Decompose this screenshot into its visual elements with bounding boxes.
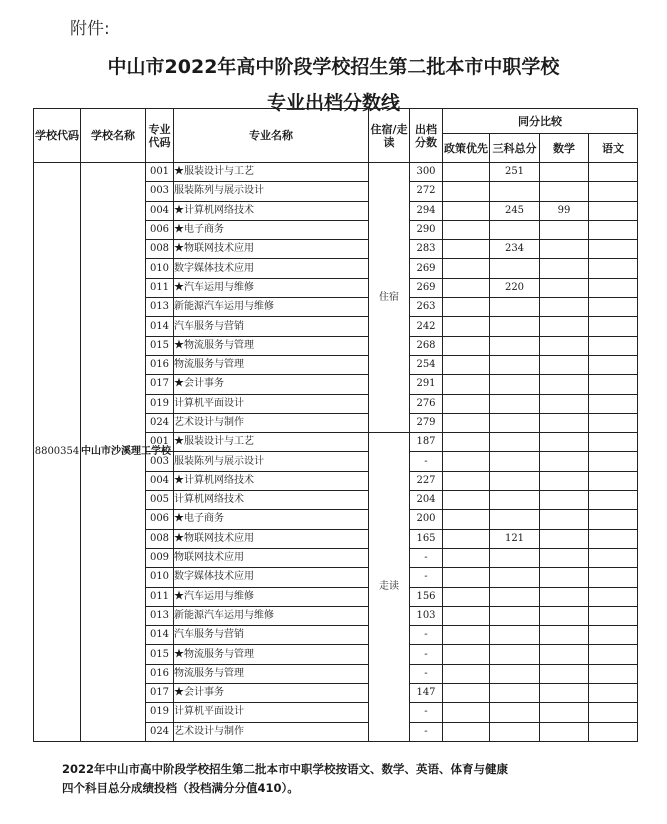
major-name-cell: ★计算机网络技术 xyxy=(174,201,369,220)
chinese-cell xyxy=(589,606,638,625)
major-name-cell: 计算机平面设计 xyxy=(174,394,369,413)
math-cell xyxy=(540,722,589,741)
school-name-cell: 中山市沙溪理工学校 xyxy=(81,163,146,742)
math-cell xyxy=(540,433,589,452)
three-subject-total-cell: 220 xyxy=(490,278,540,297)
three-subject-total-cell xyxy=(490,703,540,722)
math-cell xyxy=(540,317,589,336)
score-cell: - xyxy=(410,626,443,645)
score-cell: - xyxy=(410,452,443,471)
policy-priority-cell xyxy=(443,645,490,664)
three-subject-total-cell xyxy=(490,220,540,239)
policy-priority-cell xyxy=(443,220,490,239)
policy-priority-cell xyxy=(443,548,490,567)
three-subject-total-cell: 251 xyxy=(490,163,540,182)
three-subject-total-cell xyxy=(490,452,540,471)
math-cell xyxy=(540,413,589,432)
chinese-cell xyxy=(589,220,638,239)
chinese-cell xyxy=(589,163,638,182)
policy-priority-cell xyxy=(443,336,490,355)
math-cell xyxy=(540,626,589,645)
three-subject-total-cell xyxy=(490,626,540,645)
major-name-cell: ★物流服务与管理 xyxy=(174,645,369,664)
footnote xyxy=(62,760,622,798)
math-cell xyxy=(540,182,589,201)
header-math: 数学 xyxy=(540,134,589,163)
major-name-cell: 计算机平面设计 xyxy=(174,703,369,722)
footnote-line-2: 四个科目总分成绩投档（投档满分分值410）。 xyxy=(62,781,299,795)
score-cell: 187 xyxy=(410,433,443,452)
score-cell: 254 xyxy=(410,355,443,374)
major-code-cell: 024 xyxy=(146,413,174,432)
major-code-cell: 011 xyxy=(146,587,174,606)
score-cell: 156 xyxy=(410,587,443,606)
math-cell xyxy=(540,394,589,413)
board-type-cell: 走读 xyxy=(369,433,410,742)
three-subject-total-cell xyxy=(490,471,540,490)
policy-priority-cell xyxy=(443,471,490,490)
major-name-cell: 物流服务与管理 xyxy=(174,664,369,683)
header-school-code: 学校代码 xyxy=(34,109,81,163)
major-name-cell: ★会计事务 xyxy=(174,684,369,703)
major-code-cell: 013 xyxy=(146,298,174,317)
major-name-cell: 服装陈列与展示设计 xyxy=(174,182,369,201)
major-code-cell: 017 xyxy=(146,684,174,703)
policy-priority-cell xyxy=(443,587,490,606)
major-name-cell: 数字媒体技术应用 xyxy=(174,568,369,587)
chinese-cell xyxy=(589,587,638,606)
major-name-cell: 新能源汽车运用与维修 xyxy=(174,606,369,625)
page-subtitle: 专业出档分数线 xyxy=(266,92,400,114)
policy-priority-cell xyxy=(443,182,490,201)
chinese-cell xyxy=(589,703,638,722)
major-name-cell: ★物联网技术应用 xyxy=(174,529,369,548)
policy-priority-cell xyxy=(443,278,490,297)
math-cell xyxy=(540,355,589,374)
major-name-cell: ★电子商务 xyxy=(174,220,369,239)
major-code-cell: 016 xyxy=(146,355,174,374)
three-subject-total-cell xyxy=(490,394,540,413)
chinese-cell xyxy=(589,182,638,201)
major-code-cell: 010 xyxy=(146,568,174,587)
score-cell: 269 xyxy=(410,259,443,278)
major-name-cell: ★电子商务 xyxy=(174,510,369,529)
policy-priority-cell xyxy=(443,452,490,471)
math-cell xyxy=(540,278,589,297)
major-name-cell: 汽车服务与营销 xyxy=(174,626,369,645)
math-cell xyxy=(540,703,589,722)
header-board-type: 住宿/走读 xyxy=(369,109,410,163)
policy-priority-cell xyxy=(443,163,490,182)
major-name-cell: ★服装设计与工艺 xyxy=(174,163,369,182)
policy-priority-cell xyxy=(443,626,490,645)
three-subject-total-cell: 234 xyxy=(490,240,540,259)
major-code-cell: 004 xyxy=(146,471,174,490)
math-cell xyxy=(540,298,589,317)
policy-priority-cell xyxy=(443,433,490,452)
policy-priority-cell xyxy=(443,240,490,259)
major-code-cell: 015 xyxy=(146,336,174,355)
chinese-cell xyxy=(589,491,638,510)
math-cell xyxy=(540,240,589,259)
three-subject-total-cell xyxy=(490,298,540,317)
chinese-cell xyxy=(589,317,638,336)
chinese-cell xyxy=(589,201,638,220)
major-code-cell: 013 xyxy=(146,606,174,625)
chinese-cell xyxy=(589,375,638,394)
policy-priority-cell xyxy=(443,201,490,220)
chinese-cell xyxy=(589,355,638,374)
policy-priority-cell xyxy=(443,568,490,587)
score-cell: 200 xyxy=(410,510,443,529)
footnote-line-1: 2022年中山市高中阶段学校招生第二批本市中职学校按语文、数学、英语、体育与健康 xyxy=(62,762,509,776)
three-subject-total-cell xyxy=(490,491,540,510)
score-cell: 283 xyxy=(410,240,443,259)
table-row xyxy=(34,163,638,182)
score-cell: - xyxy=(410,664,443,683)
policy-priority-cell xyxy=(443,703,490,722)
math-cell xyxy=(540,664,589,683)
three-subject-total-cell xyxy=(490,606,540,625)
chinese-cell xyxy=(589,529,638,548)
chinese-cell xyxy=(589,664,638,683)
major-name-cell: 艺术设计与制作 xyxy=(174,413,369,432)
score-cell: - xyxy=(410,548,443,567)
major-code-cell: 015 xyxy=(146,645,174,664)
score-cell: 300 xyxy=(410,163,443,182)
score-table-body xyxy=(34,163,638,742)
major-code-cell: 001 xyxy=(146,163,174,182)
major-code-cell: 016 xyxy=(146,664,174,683)
chinese-cell xyxy=(589,722,638,741)
math-cell xyxy=(540,220,589,239)
chinese-cell xyxy=(589,548,638,567)
major-code-cell: 006 xyxy=(146,510,174,529)
three-subject-total-cell xyxy=(490,375,540,394)
score-cell: 294 xyxy=(410,201,443,220)
policy-priority-cell xyxy=(443,394,490,413)
major-name-cell: 物联网技术应用 xyxy=(174,548,369,567)
score-cell: 263 xyxy=(410,298,443,317)
major-code-cell: 024 xyxy=(146,722,174,741)
major-code-cell: 014 xyxy=(146,626,174,645)
chinese-cell xyxy=(589,626,638,645)
math-cell: 99 xyxy=(540,201,589,220)
chinese-cell xyxy=(589,471,638,490)
score-cell: 103 xyxy=(410,606,443,625)
policy-priority-cell xyxy=(443,606,490,625)
math-cell xyxy=(540,510,589,529)
policy-priority-cell xyxy=(443,355,490,374)
header-tiebreak: 同分比较 xyxy=(443,109,638,134)
major-code-cell: 011 xyxy=(146,278,174,297)
major-code-cell: 017 xyxy=(146,375,174,394)
three-subject-total-cell xyxy=(490,182,540,201)
chinese-cell xyxy=(589,452,638,471)
math-cell xyxy=(540,645,589,664)
page-title: 中山市2022年高中阶段学校招生第二批本市中职学校 xyxy=(107,56,560,78)
major-code-cell: 019 xyxy=(146,394,174,413)
policy-priority-cell xyxy=(443,375,490,394)
policy-priority-cell xyxy=(443,722,490,741)
major-name-cell: 数字媒体技术应用 xyxy=(174,259,369,278)
policy-priority-cell xyxy=(443,491,490,510)
major-name-cell: 物流服务与管理 xyxy=(174,355,369,374)
chinese-cell xyxy=(589,336,638,355)
policy-priority-cell xyxy=(443,529,490,548)
score-cell: 279 xyxy=(410,413,443,432)
school-code-cell: 8800354 xyxy=(34,163,81,742)
major-code-cell: 019 xyxy=(146,703,174,722)
score-cell: - xyxy=(410,722,443,741)
score-cell: 272 xyxy=(410,182,443,201)
chinese-cell xyxy=(589,394,638,413)
major-code-cell: 003 xyxy=(146,452,174,471)
policy-priority-cell xyxy=(443,298,490,317)
chinese-cell xyxy=(589,259,638,278)
math-cell xyxy=(540,471,589,490)
major-code-cell: 006 xyxy=(146,220,174,239)
three-subject-total-cell xyxy=(490,548,540,567)
three-subject-total-cell xyxy=(490,336,540,355)
header-three-subject-total: 三科总分 xyxy=(490,134,540,163)
major-name-cell: 计算机网络技术 xyxy=(174,491,369,510)
math-cell xyxy=(540,491,589,510)
three-subject-total-cell xyxy=(490,259,540,278)
math-cell xyxy=(540,375,589,394)
chinese-cell xyxy=(589,433,638,452)
score-table xyxy=(33,108,638,742)
chinese-cell xyxy=(589,568,638,587)
score-cell: 269 xyxy=(410,278,443,297)
attachment-label: 附件: xyxy=(70,19,110,39)
board-type-cell: 住宿 xyxy=(369,163,410,433)
policy-priority-cell xyxy=(443,259,490,278)
major-code-cell: 008 xyxy=(146,529,174,548)
major-name-cell: ★计算机网络技术 xyxy=(174,471,369,490)
policy-priority-cell xyxy=(443,413,490,432)
three-subject-total-cell xyxy=(490,317,540,336)
header-score: 出档分数 xyxy=(410,109,443,163)
major-code-cell: 014 xyxy=(146,317,174,336)
three-subject-total-cell xyxy=(490,684,540,703)
header-chinese: 语文 xyxy=(589,134,638,163)
major-code-cell: 004 xyxy=(146,201,174,220)
major-code-cell: 001 xyxy=(146,433,174,452)
chinese-cell xyxy=(589,240,638,259)
major-name-cell: ★服装设计与工艺 xyxy=(174,433,369,452)
score-cell: 147 xyxy=(410,684,443,703)
three-subject-total-cell xyxy=(490,722,540,741)
three-subject-total-cell xyxy=(490,645,540,664)
header-school-name: 学校名称 xyxy=(81,109,146,163)
chinese-cell xyxy=(589,278,638,297)
math-cell xyxy=(540,606,589,625)
score-cell: 290 xyxy=(410,220,443,239)
math-cell xyxy=(540,587,589,606)
math-cell xyxy=(540,336,589,355)
major-code-cell: 009 xyxy=(146,548,174,567)
major-code-cell: 010 xyxy=(146,259,174,278)
math-cell xyxy=(540,684,589,703)
major-name-cell: ★汽车运用与维修 xyxy=(174,587,369,606)
math-cell xyxy=(540,259,589,278)
score-cell: 268 xyxy=(410,336,443,355)
major-code-cell: 003 xyxy=(146,182,174,201)
major-name-cell: 新能源汽车运用与维修 xyxy=(174,298,369,317)
header-policy-priority: 政策优先 xyxy=(443,134,490,163)
major-name-cell: ★汽车运用与维修 xyxy=(174,278,369,297)
three-subject-total-cell: 121 xyxy=(490,529,540,548)
three-subject-total-cell xyxy=(490,587,540,606)
score-cell: - xyxy=(410,568,443,587)
math-cell xyxy=(540,548,589,567)
policy-priority-cell xyxy=(443,317,490,336)
three-subject-total-cell xyxy=(490,568,540,587)
math-cell xyxy=(540,163,589,182)
chinese-cell xyxy=(589,684,638,703)
major-name-cell: 艺术设计与制作 xyxy=(174,722,369,741)
chinese-cell xyxy=(589,645,638,664)
score-cell: 242 xyxy=(410,317,443,336)
policy-priority-cell xyxy=(443,664,490,683)
math-cell xyxy=(540,568,589,587)
major-code-cell: 005 xyxy=(146,491,174,510)
score-cell: 204 xyxy=(410,491,443,510)
policy-priority-cell xyxy=(443,510,490,529)
three-subject-total-cell xyxy=(490,510,540,529)
major-name-cell: ★物联网技术应用 xyxy=(174,240,369,259)
three-subject-total-cell: 245 xyxy=(490,201,540,220)
three-subject-total-cell xyxy=(490,355,540,374)
score-cell: 276 xyxy=(410,394,443,413)
chinese-cell xyxy=(589,510,638,529)
major-name-cell: ★会计事务 xyxy=(174,375,369,394)
score-cell: 291 xyxy=(410,375,443,394)
math-cell xyxy=(540,452,589,471)
chinese-cell xyxy=(589,298,638,317)
score-cell: - xyxy=(410,645,443,664)
math-cell xyxy=(540,529,589,548)
major-name-cell: 服装陈列与展示设计 xyxy=(174,452,369,471)
major-name-cell: ★物流服务与管理 xyxy=(174,336,369,355)
major-code-cell: 008 xyxy=(146,240,174,259)
three-subject-total-cell xyxy=(490,413,540,432)
policy-priority-cell xyxy=(443,684,490,703)
three-subject-total-cell xyxy=(490,433,540,452)
score-cell: 165 xyxy=(410,529,443,548)
header-major-code: 专业代码 xyxy=(146,109,174,163)
score-cell: - xyxy=(410,703,443,722)
header-major-name: 专业名称 xyxy=(174,109,369,163)
three-subject-total-cell xyxy=(490,664,540,683)
chinese-cell xyxy=(589,413,638,432)
major-name-cell: 汽车服务与营销 xyxy=(174,317,369,336)
score-cell: 227 xyxy=(410,471,443,490)
